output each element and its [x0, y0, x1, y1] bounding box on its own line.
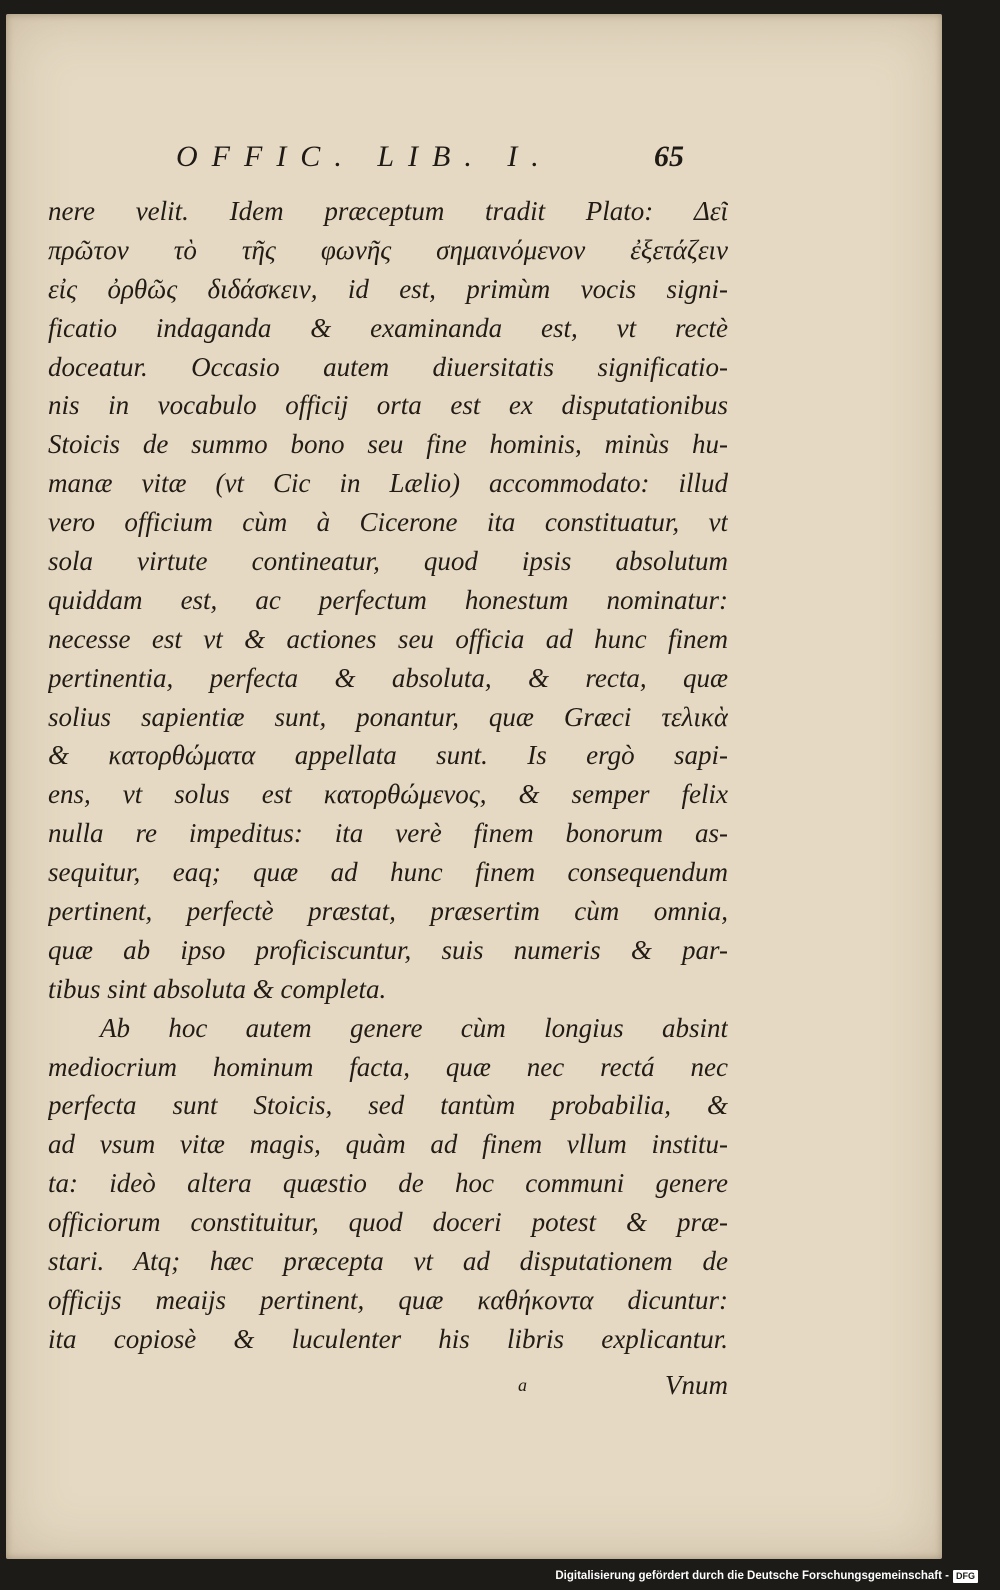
text-line: & κατορθώματα appellata sunt. Is ergò sapi- [48, 740, 728, 771]
text-line: ta: ideò altera quæstio de hoc communi genere [48, 1168, 728, 1199]
catch-line [48, 1366, 728, 1404]
text-line: nere velit. Idem præceptum tradit Plato: Δεῖ [48, 196, 728, 226]
text-line: manæ vitæ (vt Cic in Lælio) accommodato: illud [48, 468, 728, 499]
text-line: solius sapientiæ sunt, ponantur, quæ Græci τελικὰ [48, 701, 728, 732]
text-line: πρῶτον τὸ τῆς φωνῆς σημαινόμενον ἐξετάζειν [48, 234, 728, 265]
body-text [48, 192, 728, 1359]
signature-mark: a [518, 1375, 527, 1395]
text-line: pertinentia, perfecta & absoluta, & recta, quæ [48, 662, 728, 693]
running-head: OFFIC. LIB. I. [176, 140, 553, 173]
text-line: ita copiosè & luculenter his libris explicantur. [48, 1323, 728, 1354]
text-line: officijs meaijs pertinent, quæ καθήκοντα dicuntur: [48, 1284, 728, 1315]
text-line: ficatio indaganda & examinanda est, vt rectè [48, 312, 728, 343]
text-line: quæ ab ipso proficiscuntur, suis numeris & par- [48, 934, 728, 965]
text-line: officiorum constituitur, quod doceri potest & præ- [48, 1207, 728, 1238]
text-line: necesse est vt & actiones seu officia ad hunc finem [48, 623, 728, 654]
text-line: nulla re impeditus: ita verè finem bonorum as- [48, 818, 728, 849]
digitization-credit [555, 1566, 978, 1586]
dfg-logo: DFG [953, 1570, 978, 1583]
text-line: ens, vt solus est κατορθώμενος, & semper felix [48, 779, 728, 810]
text-line: sola virtute contineatur, quod ipsis absolutum [48, 546, 728, 577]
text-line: sequitur, eaq; quæ ad hunc finem consequendum [48, 857, 728, 888]
text-line: εἰς ὀρθῶς διδάσκειν, id est, primùm vocis signi- [48, 273, 728, 304]
text-line: Ab hoc autem genere cùm longius absint [100, 1012, 728, 1043]
text-line: quiddam est, ac perfectum honestum nominatur: [48, 584, 728, 615]
text-line: perfecta sunt Stoicis, sed tantùm probabilia, & [48, 1090, 728, 1121]
page-number: 65 [654, 140, 684, 173]
book-page [6, 14, 942, 1559]
text-line: stari. Atq; hæc præcepta vt ad disputationem de [48, 1246, 728, 1277]
text-line: pertinent, perfectè præstat, præsertim cùm omnia, [48, 896, 728, 927]
text-line: mediocrium hominum facta, quæ nec rectá nec [48, 1051, 728, 1082]
catchword: Vnum [665, 1370, 728, 1400]
text-line: Stoicis de summo bono seu fine hominis, minùs hu- [48, 429, 728, 460]
text-line: tibus sint absoluta & completa. [48, 973, 387, 1004]
text-line: doceatur. Occasio autem diuersitatis significatio- [48, 351, 728, 382]
text-line: nis in vocabulo officij orta est ex disputationibus [48, 390, 728, 421]
text-line: ad vsum vitæ magis, quàm ad finem vllum institu- [48, 1129, 728, 1160]
text-line: vero officium cùm à Cicerone ita constituatur, vt [48, 507, 728, 538]
credit-text: Digitalisierung gefördert durch die Deutsche Forschungsgemeinschaft - [555, 1570, 949, 1582]
